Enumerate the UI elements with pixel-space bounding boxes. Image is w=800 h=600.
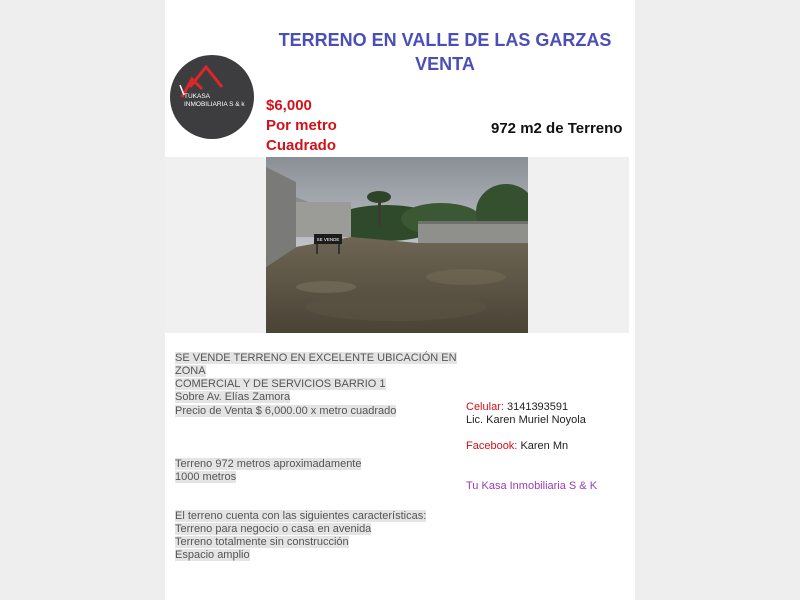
intro-line-1: SE VENDE TERRENO EN EXCELENTE UBICACIÓN EN ZONA (175, 352, 457, 377)
feature-item: Terreno totalmente sin construcción (175, 536, 349, 548)
cell-value: 3141393591 (506, 401, 569, 413)
agency-logo (170, 55, 254, 139)
size-line-1: Terreno 972 metros aproximadamente (175, 458, 362, 470)
size-block (175, 458, 475, 484)
intro-line-3: Sobre Av. Elías Zamora (175, 391, 291, 403)
cell-label: Celular: (466, 401, 504, 413)
price-text: Precio de Venta $ 6,000.00 x metro cuadrado (175, 405, 397, 417)
contact-cell (466, 401, 568, 414)
description-intro (175, 352, 475, 404)
property-photo (266, 157, 528, 333)
logo-line-1: TUKASA (184, 93, 211, 100)
feature-item: Terreno para negocio o casa en avenida (175, 523, 372, 535)
facebook-value: Karen Mn (520, 440, 569, 452)
price-unit-1: Por metro (266, 117, 337, 134)
price-unit-2: Cuadrado (266, 137, 337, 154)
agency-name: Tu Kasa Inmobiliaria S & K (466, 480, 598, 492)
logo-line-2: INMOBILIARIA S & k (184, 101, 245, 108)
title-line-1: TERRENO EN VALLE DE LAS GARZAS (278, 30, 612, 50)
photo-band (165, 157, 629, 333)
intro-line-2: COMERCIAL Y DE SERVICIOS BARRIO 1 (175, 378, 386, 390)
agent-name: Lic. Karen Muriel Noyola (466, 414, 586, 426)
feature-item: Espacio amplio (175, 549, 250, 561)
logo-text (184, 93, 254, 109)
contact-facebook (466, 440, 568, 453)
title-line-2: VENTA (415, 54, 475, 74)
price-block (266, 96, 337, 156)
price-text-block (175, 405, 475, 418)
features-block (175, 510, 475, 562)
facebook-label: Facebook: (466, 440, 518, 452)
size-line-2: 1000 metros (175, 471, 237, 483)
listing-title (265, 28, 625, 76)
price-amount: $6,000 (266, 97, 312, 114)
listing-page (165, 0, 635, 600)
sale-sign-text: SE VENDE (316, 237, 340, 242)
area-label: 972 m2 de Terreno (491, 120, 623, 137)
features-title: El terreno cuenta con las siguientes características: (175, 510, 427, 522)
